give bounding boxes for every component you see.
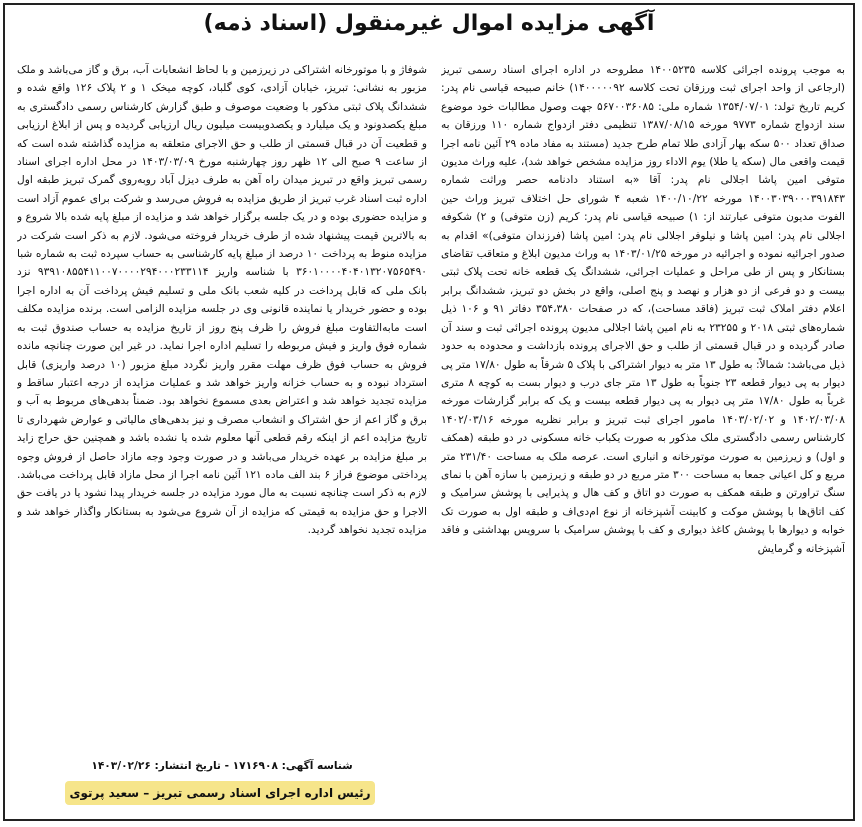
notice-frame bbox=[3, 3, 855, 821]
signature-block: رئیس اداره اجرای اسناد رسمی تبریز – سعید پرتوی bbox=[65, 781, 375, 805]
left-text-column bbox=[17, 61, 427, 761]
right-text-column bbox=[441, 61, 845, 819]
ad-identifier: شناسه آگهی: ۱۷۱۶۹۰۸ - تاریخ انتشار: ۱۴۰۳/۰۲/۲۶ bbox=[91, 760, 353, 772]
right-column-text: به موجب پرونده اجرائی کلاسه ۱۴۰۰۵۲۳۵ مطروحه در اداره اجرای اسناد رسمی تبریز (ارجاعی از واحد اجرای ثبت ورزقان تحت کلاسه ۱۴۰۰۰۰۰۹۲) خانم صبیحه قیاسی نام پدر: کریم تاریخ تولد: ۱۳۵۴/۰۷/۰۱ شماره ملی: ۵۶۷۰۰۳۶۰۸۵ جهت وصول مطالبات خود موضوع سند ازدواج شماره ۹۷۷۳ مورخه ۱۳۸۷/۰۸/۱۵ تنظیمی دفتر ازدواج شماره ۱۱۰ ورزقان به صداق تعداد ۵۰۰ سکه بهار آزادی طلا تمام طرح جدید (مستند به مفاد ماده ۲۹ آئین نامه اجرا قیمت واقعی مال (سکه یا طلا) یوم الاداء روز مزایده مشخص خواهد شد)، علیه وراث مدیون متوفی امین پاشا اجلالی نام پدر: آقا «به استناد دادنامه حصر وراثت شماره ۱۴۰۰۳۰۳۹۰۰۰۳۹۱۸۴۳ مورخه ۱۴۰۰/۱۰/۲۲ شعبه ۴ شورای حل اختلاف تبریز وراث حین الفوت مدیون متوفی عبارتند از: ۱) صبیحه قیاسی نام پدر: کریم (زن متوفی) و ۲) شکوفه اجلالی نام پدر: امین پاشا و نیلوفر اجلالی نام پدر: امین پاشا (فرزندان متوفی)» اقدام به صدور اجرائیه نموده و اجرائیه در مورخه ۱۴۰۳/۰۱/۲۵ به وراث مدیون ابلاغ و متعاقب تقاضای بستانکار و پس از طی مراحل و عملیات اجرائی، ششدانگ یک قطعه خانه تحت پلاک ثبتی بیست و دو فرعی از دو هزار و نهصد و پنج اصلی، واقع در بخش دو تبریز، ششدانگ برابر اعلام دفتر املاک ثبت تبریز (فاقد مساحت)، که در صفحات ۳۵۴،۳۸۰ دفاتر ۹۱ و ۱۰۶ ذیل شماره‌های ثبتی ۲۰۱۸ و ۲۳۲۵۵ به نام امین پاشا اجلالی مدیون پرونده اجرائی ثبت و سند آن صادر گردیده و در قبال قسمتی از طلب و حق الاجرای پرونده بازداشت و محدوده به حدود ذیل می‌باشد: شمالاً: به طول ۱۳ متر به دیوار اشتراکی با پلاک ۵ شرقاً به طول ۱۷/۸۰ متر پی دیوار به پی دیوار قطعه ۲۳ جنوباً به طول ۱۳ متر جای درب و دیوار بست به کوچه ۸ متری غرباً به طول ۱۷/۸۰ متر پی دیوار به پی دیوار قطعه بیست و یک که برابر گزارشات مورخه ۱۴۰۲/۰۳/۰۸ و ۱۴۰۳/۰۲/۰۲ مامور اجرای ثبت تبریز و برابر نظریه مورخه ۱۴۰۲/۰۳/۱۶ کارشناس رسمی دادگستری ملک مذکور به صورت یکباب خانه مسکونی در دو طبقه (همکف و اول) و زیرزمین به صورت موتورخانه و انباری است. عرصه ملک به مساحت ۲۳۱/۴۰ متر مربع و کل اعیانی جمعا به مساحت ۳۰۰ متر مربع در دو طبقه و زیرزمین با سازه آهن با نمای سنگ تراورتن و طبقه همکف به صورت دو اتاق و کف هال و پذیرایی با پوشش سرامیک و کف اتاق‌ها با پوشش موکت و کابینت آشپزخانه از نوع ام‌دی‌اف و طبقه اول به صورت تک خوابه و دیوارها با پوشش کاغذ دیواری و کف با پوشش سرامیک با سرویس بهداشتی و فاقد آشپزخانه و گرمایش bbox=[441, 64, 845, 555]
notice-title: آگهی مزایده اموال غیرمنقول (اسناد ذمه) bbox=[203, 11, 655, 36]
left-column-text: شوفاژ و با موتورخانه اشتراکی در زیرزمین و با لحاظ انشعابات آب، برق و گاز می‌باشد و ملک مزبور به نشانی: تبریز، خیابان آزادی، کوی گلباد، کوچه میخک ۱ و ۲ پلاک ۱۲۶ واقع شده و ششدانگ پلاک ثبتی مذکور با وضعیت موصوف و طبق گزارش کارشناس رسمی دادگستری به مبلغ یکصدونود و یک میلیارد و یکصدوبیست میلیون ریال ارزیابی گردیده و پس از ابلاغ ارزیابی و قطعیت آن در قبال قسمتی از طلب و حق الاجرای متعلقه به مزایده گذاشته شده است که از ساعت ۹ صبح الی ۱۲ ظهر روز چهارشنبه مورخ ۱۴۰۳/۰۳/۰۹ در محل اداره اجرای اسناد رسمی تبریز واقع در تبریز میدان راه آهن به طرف دیزل آباد روبه‌روی گمرک تبریز طبقه اول اداره ثبت اسناد غرب تبریز از طریق مزایده به فروش می‌رسد و شرکت برای عموم آزاد است و مزایده حضوری بوده و در یک جلسه برگزار خواهد شد و مزایده از مبلغ پایه شده بالا شروع و به بالاترین قیمت پیشنهاد شده از طرف خریدار فروخته می‌شود. لازم به ذکر است شرکت در مزایده منوط به پرداخت ۱۰ درصد از مبلغ پایه کارشناسی به حساب سپرده ثبت به شماره شبا ۳۶۰۱۰۰۰۰۴۰۴۰۱۳۲۰۷۵۶۵۴۹۰ با شناسه واریز ۹۳۹۱۰۸۵۵۴۱۱۰۰۷۰۰۰۰۲۹۴۰۰۰۲۳۳۱۱۴ نزد بانک ملی که قابل پرداخت در کلیه شعب بانک ملی و تسلیم فیش پرداخت آن به اداره اجرا بوده و حضور خریدار یا نماینده قانونی وی در جلسه مزایده الزامی است. برنده مزایده مکلف است مابه‌التفاوت مبلغ فروش را ظرف پنج روز از تاریخ مزایده به حساب صندوق ثبت به شماره فوق واریز و فیش مربوطه را تسلیم اداره اجرا نماید. در غیر این صورت چنانچه مانده فروش به حساب فوق ظرف مهلت مقرر واریز نگردد مبلغ مزبور (۱۰ درصد واریزی) قابل استرداد نبوده و به حساب خزانه واریز خواهد شد و عملیات مزایده از درجه اعتبار ساقط و مزایده تجدید خواهد شد و اعتراض بعدی مسموع نخواهد بود. ضمناً بدهی‌های مربوط به آب و برق و گاز اعم از حق اشتراک و انشعاب مصرف و نیز بدهی‌های مالیاتی و عوارض شهرداری تا تاریخ مزایده اعم از اینکه رقم قطعی آنها معلوم شده یا نشده باشد و همچنین حق حراج زاید بر مبلغ مزایده بر عهده خریدار می‌باشد و در صورت وجود وجه مازاد حاصل از فروش وجوه پرداختی موضوع فراز ۶ بند الف ماده ۱۲۱ آئین نامه اجرا از محل مازاد قابل پرداخت می‌باشد. لازم به ذکر است چنانچه نسبت به مال مورد مزایده در جلسه خریدار پیدا نشود یا در یافت حق الاجرا و حق مزایده به قیمتی که مزایده از آن شروع می‌شود به بستانکار واگذار خواهد شد و مزایده تجدید نخواهد گردید. bbox=[17, 64, 427, 537]
